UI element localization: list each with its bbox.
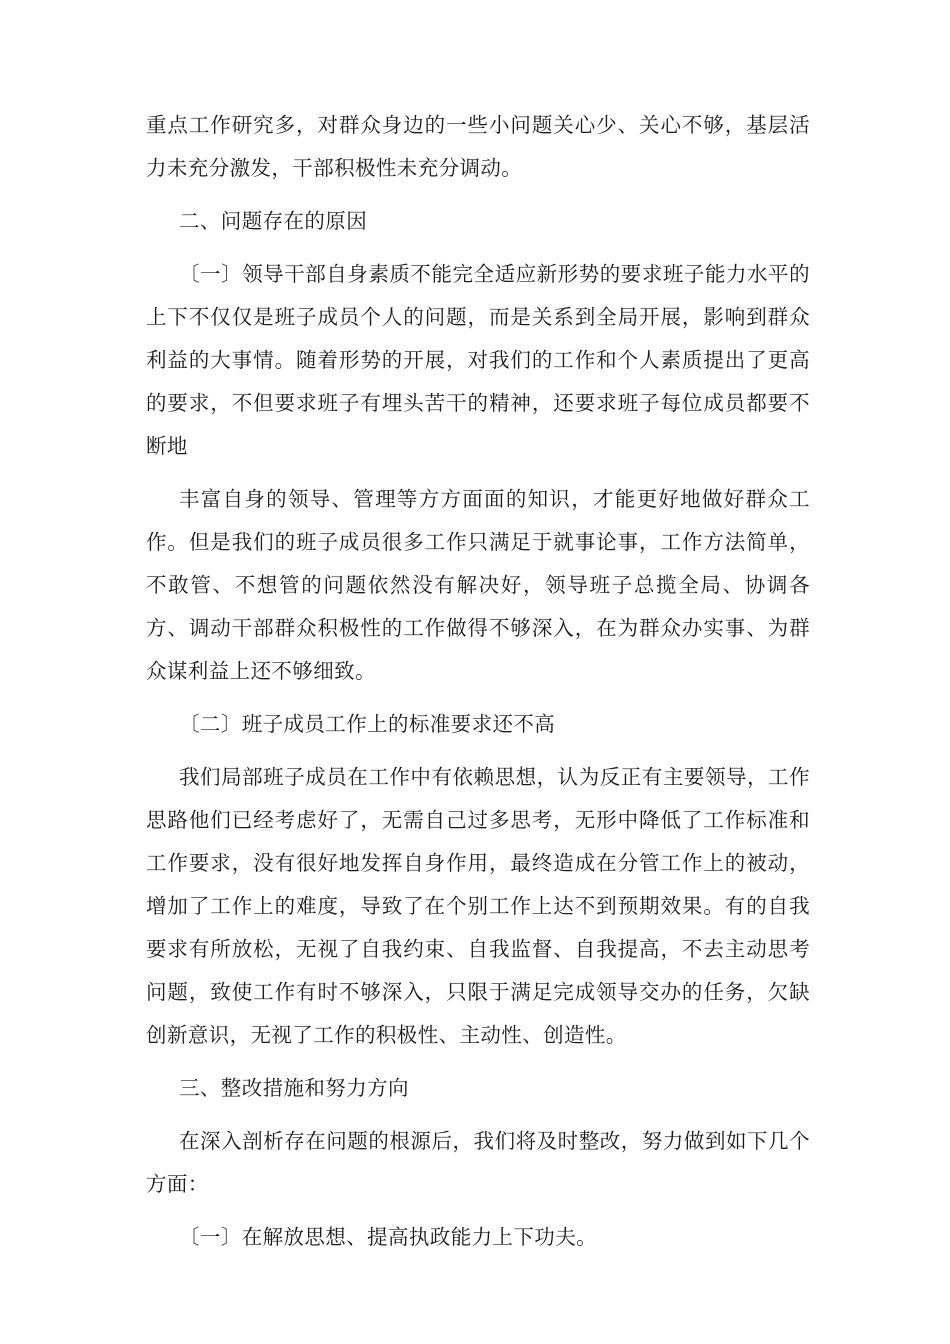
section-heading-measures: 三、整改措施和努力方向 bbox=[179, 1076, 409, 1100]
subheading-measure-one: 〔一〕在解放思想、提高执政能力上下功夫。 bbox=[179, 1225, 597, 1249]
section-heading-causes: 二、问题存在的原因 bbox=[179, 209, 368, 233]
paragraph-measures-intro: 在深入剖析存在问题的根源后，我们将及时整改，努力做到如下几个方面： bbox=[146, 1129, 810, 1196]
paragraph-intro-continuation: 重点工作研究多，对群众身边的一些小问题关心少、关心不够，基层活力未充分激发，干部积极性未充分调动。 bbox=[146, 113, 810, 180]
paragraph-cause-one: 〔一〕领导干部自身素质不能完全适应新形势的要求班子能力水平的上下不仅仅是班子成员个人的问题，而是关系到全局开展，影响到群众利益的大事情。随着形势的开展，对我们的工作和个人素质提出了更高的要求，不但要求班子有埋头苦干的精神，还要求班子每位成员都要不断地 bbox=[146, 262, 810, 458]
subheading-cause-two: 〔二〕班子成员工作上的标准要求还不高 bbox=[179, 712, 556, 736]
paragraph-cause-one-continued: 丰富自身的领导、管理等方方面面的知识，才能更好地做好群众工作。但是我们的班子成员很多工作只满足于就事论事，工作方法简单，不敢管、不想管的问题依然没有解决好，领导班子总揽全局、协调各方、调动干部群众积极性的工作做得不够深入，在为群众办实事、为群众谋利益上还不够细致。 bbox=[146, 487, 810, 683]
paragraph-cause-two: 我们局部班子成员在工作中有依赖思想，认为反正有主要领导，工作思路他们已经考虑好了，无需自己过多思考，无形中降低了工作标准和工作要求，没有很好地发挥自身作用，最终造成在分管工作上的被动，增加了工作上的难度，导致了在个别工作上达不到预期效果。有的自我要求有所放松，无视了自我约束、自我监督、自我提高，不去主动思考问题，致使工作有时不够深入，只限于满足完成领导交办的任务，欠缺创新意识，无视了工作的积极性、主动性、创造性。 bbox=[146, 765, 810, 1047]
document-page bbox=[146, 104, 810, 1259]
